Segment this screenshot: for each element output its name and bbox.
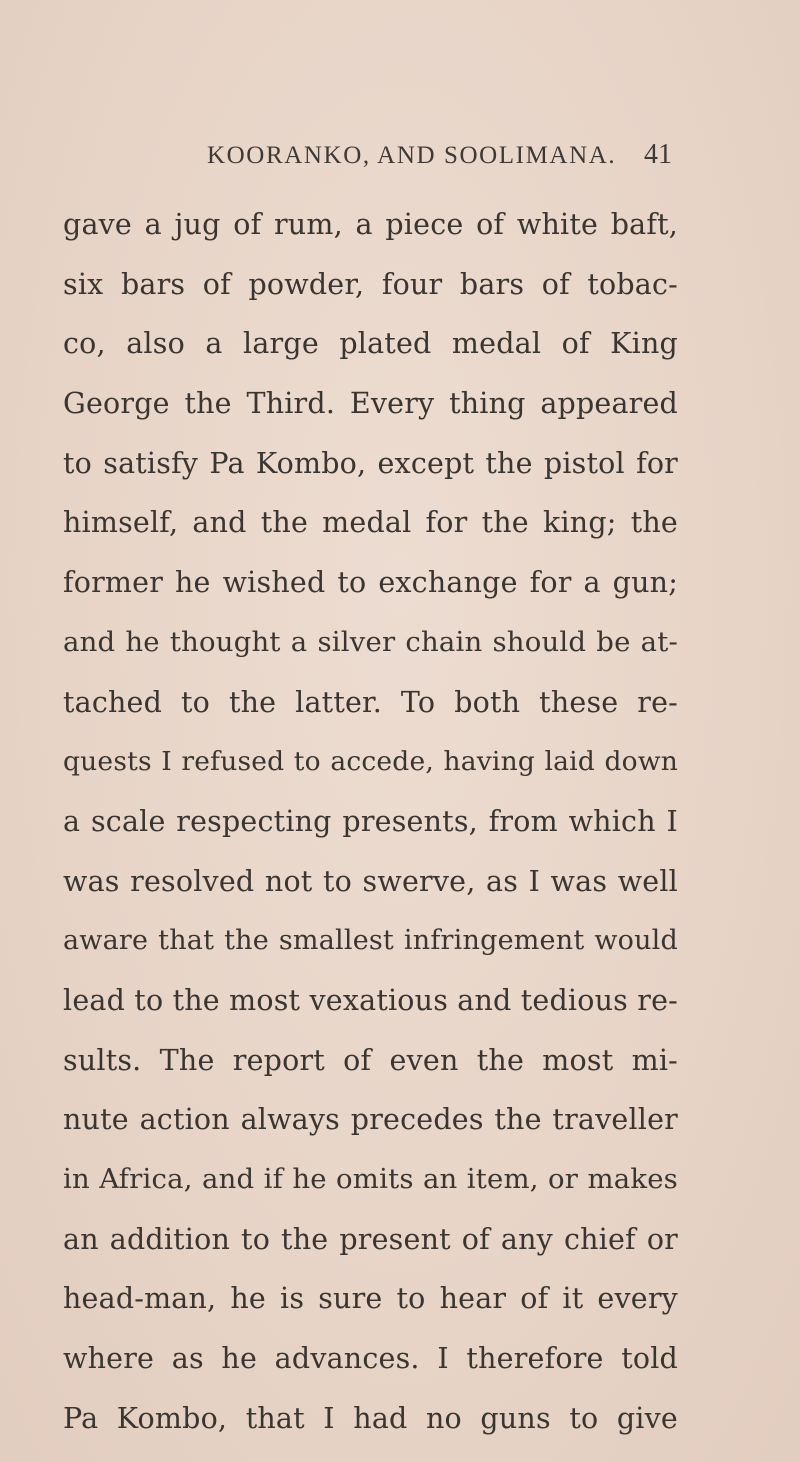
text-line: to satisfy Pa Kombo, except the pistol for <box>63 446 678 480</box>
body-text <box>63 195 678 1448</box>
text-line: co, also a large plated medal of King <box>63 327 678 361</box>
text-line: gave a jug of rum, a piece of white baft, <box>63 208 678 241</box>
text-line: Pa Kombo, that I had no guns to give <box>63 1401 678 1435</box>
text-line: where as he advances. I therefore told <box>63 1342 678 1376</box>
text-line: was resolved not to swerve, as I was well <box>63 864 678 898</box>
text-line: aware that the smallest infringement would <box>63 925 678 957</box>
text-line: tached to the latter. To both these re- <box>63 685 678 719</box>
text-line: in Africa, and if he omits an item, or makes <box>63 1163 678 1195</box>
text-line: lead to the most vexatious and tedious re- <box>63 983 678 1017</box>
text-line: sults. The report of even the most mi- <box>63 1043 678 1077</box>
text-line: George the Third. Every thing appeared <box>63 387 678 421</box>
text-line: six bars of powder, four bars of tobac- <box>63 267 678 301</box>
text-line: quests I refused to accede, having laid down <box>63 746 678 778</box>
text-line: head-man, he is sure to hear of it every <box>63 1282 678 1316</box>
text-line: nute action always precedes the traveller <box>63 1103 678 1137</box>
page-header <box>0 139 800 182</box>
text-line: an addition to the present of any chief or <box>63 1222 678 1256</box>
running-title: KOORANKO, AND SOOLIMANA. <box>207 142 617 169</box>
text-line: and he thought a silver chain should be at- <box>63 625 678 658</box>
text-line: former he wished to exchange for a gun; <box>63 566 678 600</box>
text-line: himself, and the medal for the king; the <box>63 506 678 540</box>
page-number: 41 <box>644 139 672 170</box>
text-line: a scale respecting presents, from which I <box>63 804 678 838</box>
